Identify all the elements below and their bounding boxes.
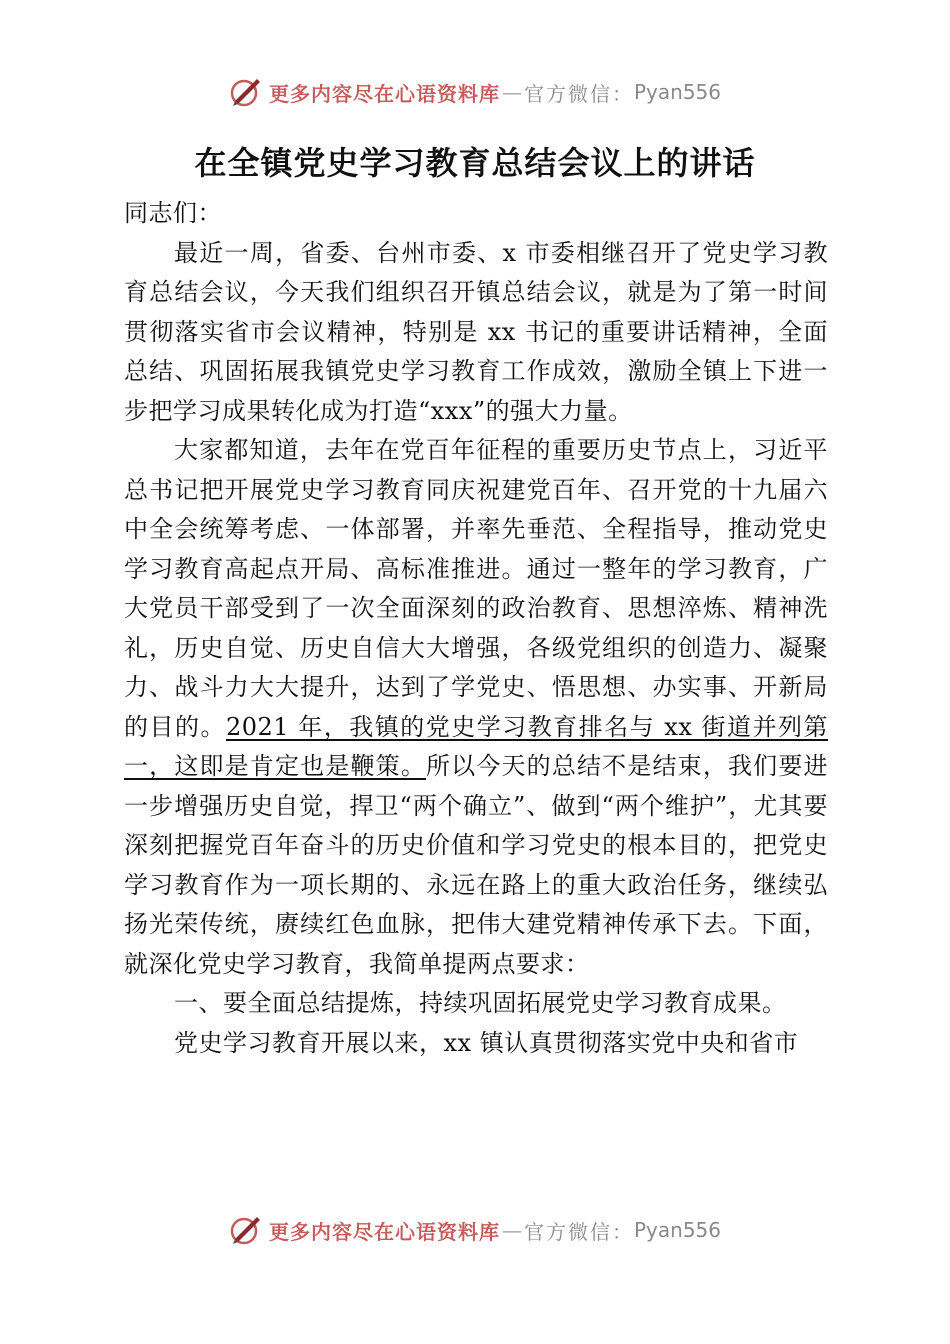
watermark-id: Pyan556: [633, 80, 721, 104]
watermark-separator: —: [501, 80, 522, 104]
watermark-sub-text: 官方微信：: [523, 1219, 634, 1244]
paragraph-1: 最近一周，省委、台州市委、x 市委相继召开了党史学习教育总结会议，今天我们组织召开镇总结会议，就是为了第一时间贯彻落实省市会议精神，特别是 xx 书记的重要讲话精神，全面总结、巩固拓展我镇党史学习教育工作成效，激励全镇上下进一步把学习成果转化成为打造“xxx”的强大力量。: [124, 238, 828, 425]
watermark-footer: [0, 1208, 950, 1252]
watermark-main-text: 更多内容尽在心语资料库: [268, 1219, 500, 1244]
paragraph-2-part-b: 所以今天的总结不是结束，我们要进一步增强历史自觉，捍卫“两个确立”、做到“两个维护”，尤其要深刻把握党百年奋斗的历史价值和学习党史的根本目的，把党史学习教育作为一项长期的、永远在路上的重大政治任务，继续弘扬光荣传统，赓续红色血脉，把伟大建党精神传承下去。下面，就深化党史学习教育，我简单提两点要求：: [124, 752, 828, 978]
paragraph-2-part-a: 大家都知道，去年在党百年征程的重要历史节点上，习近平总书记把开展党史学习教育同庆祝建党百年、召开党的十九届六中全会统筹考虑、一体部署，并率先垂范、全程指导，推动党史学习教育高起点开局、高标准推进。通过一整年的学习教育，广大党员干部受到了一次全面深刻的政治教育、思想淬炼、精神洗礼，历史自觉、历史自信大大增强，各级党组织的创造力、凝聚力、战斗力大大提升，达到了学党史、悟思想、办实事、开新局的目的。: [124, 436, 828, 741]
watermark-separator: —: [501, 1218, 522, 1242]
watermark-sub-text: 官方微信：: [523, 81, 634, 106]
document-title: 在全镇党史学习教育总结会议上的讲话: [194, 144, 756, 182]
paragraph-2-underlined: 2021 年，我镇的党史学习教育排名与 xx 街道并列第一，这即是肯定也是鞭策。: [124, 712, 828, 780]
watermark-id: Pyan556: [633, 1218, 721, 1242]
paragraph-3: 党史学习教育开展以来，xx 镇认真贯彻落实党中央和省市: [174, 1028, 799, 1057]
pen-logo-icon: [229, 1213, 263, 1247]
salutation: 同志们：: [124, 199, 222, 227]
watermark-header: [0, 70, 950, 114]
document-body: [124, 194, 828, 1063]
pen-logo-icon: [229, 75, 263, 109]
watermark-main-text: 更多内容尽在心语资料库: [268, 81, 500, 106]
section-heading-1: 一、要全面总结提炼，持续巩固拓展党史学习教育成果。: [174, 989, 787, 1017]
paragraph-2: [124, 431, 828, 984]
